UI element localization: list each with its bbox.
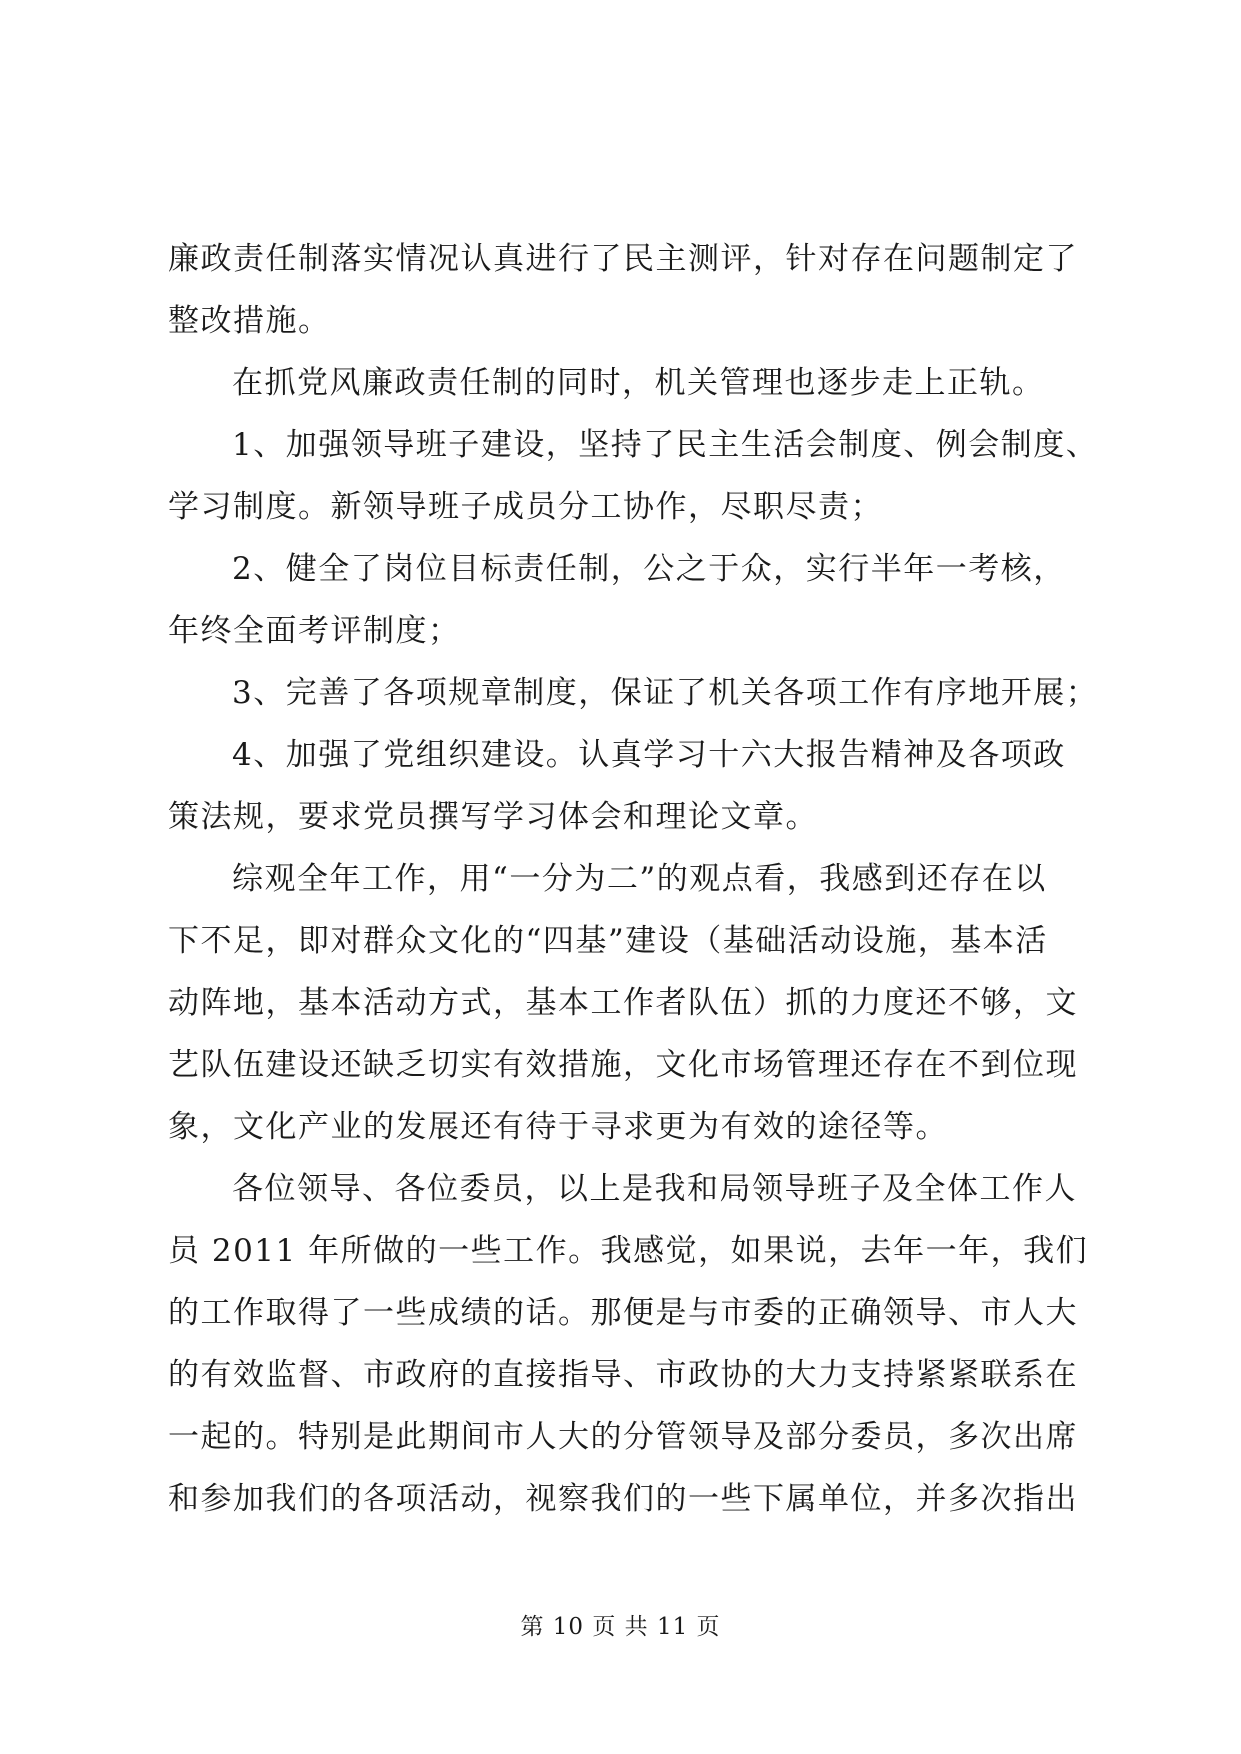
text-line: 学习制度。新领导班子成员分工协作，尽职尽责； bbox=[168, 489, 883, 525]
text-line: 各位领导、各位委员，以上是我和局领导班子及全体工作人 bbox=[232, 1171, 1077, 1207]
text-line: 下不足，即对群众文化的“四基”建设（基础活动设施，基本活 bbox=[168, 923, 1048, 959]
text-line: 策法规，要求党员撰写学习体会和理论文章。 bbox=[168, 799, 818, 835]
text-line: 1、加强领导班子建设，坚持了民主生活会制度、例会制度、 bbox=[232, 427, 1099, 463]
text-line: 在抓党风廉政责任制的同时，机关管理也逐步走上正轨。 bbox=[232, 365, 1045, 401]
text-line: 艺队伍建设还缺乏切实有效措施，文化市场管理还存在不到位现 bbox=[168, 1047, 1078, 1083]
page-footer: 第 10 页 共 11 页 bbox=[520, 1614, 721, 1640]
body-text bbox=[168, 228, 1099, 1530]
text-line: 整改措施。 bbox=[168, 303, 331, 339]
text-line: 和参加我们的各项活动，视察我们的一些下属单位，并多次指出 bbox=[168, 1481, 1078, 1517]
text-line: 综观全年工作，用“一分为二”的观点看，我感到还存在以 bbox=[232, 861, 1047, 897]
text-line: 动阵地，基本活动方式，基本工作者队伍）抓的力度还不够，文 bbox=[168, 985, 1078, 1021]
text-line: 象，文化产业的发展还有待于寻求更为有效的途径等。 bbox=[168, 1109, 948, 1145]
text-line: 廉政责任制落实情况认真进行了民主测评，针对存在问题制定了 bbox=[168, 241, 1078, 277]
text-line: 4、加强了党组织建设。认真学习十六大报告精神及各项政 bbox=[232, 737, 1066, 773]
text-line: 年终全面考评制度； bbox=[168, 613, 461, 649]
text-line: 的有效监督、市政府的直接指导、市政协的大力支持紧紧联系在 bbox=[168, 1357, 1078, 1393]
text-line: 员 2011 年所做的一些工作。我感觉，如果说，去年一年，我们 bbox=[168, 1233, 1089, 1269]
text-line: 3、完善了各项规章制度，保证了机关各项工作有序地开展； bbox=[232, 675, 1099, 711]
text-line: 2、健全了岗位目标责任制，公之于众，实行半年一考核， bbox=[232, 551, 1066, 587]
text-line: 一起的。特别是此期间市人大的分管领导及部分委员，多次出席 bbox=[168, 1419, 1078, 1455]
text-line: 的工作取得了一些成绩的话。那便是与市委的正确领导、市人大 bbox=[168, 1295, 1078, 1331]
